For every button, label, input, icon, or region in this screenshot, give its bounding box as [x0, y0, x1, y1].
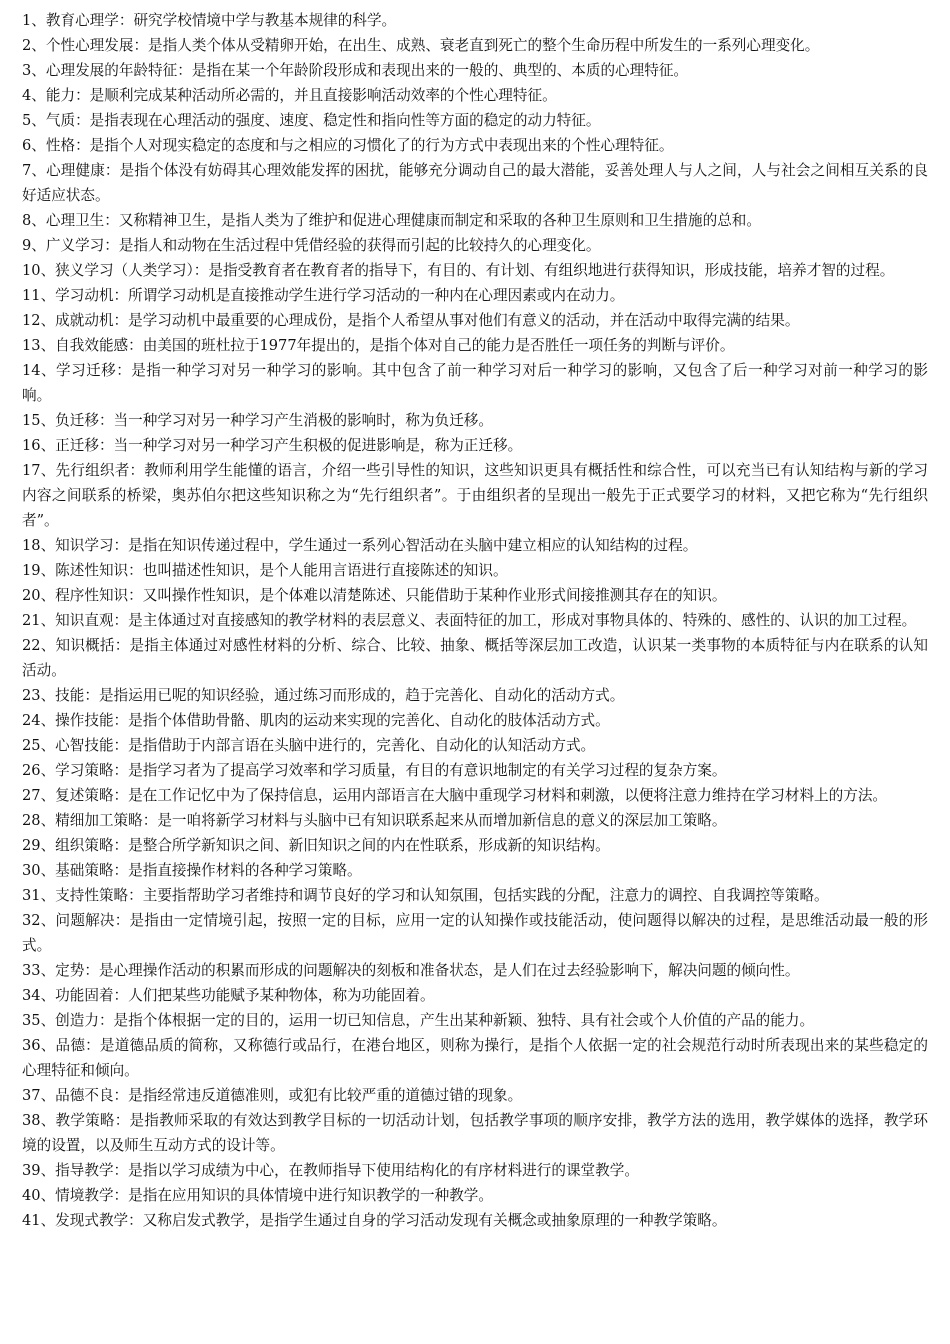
glossary-entry: 17、先行组织者：教师利用学生能懂的语言，介绍一些引导性的知识，这些知识更具有概括性和综合性，可以充当已有认知结构与新的学习内容之间联系的桥梁，奥苏伯尔把这些知识称之为“先行组织者”。于由组织者的呈现出一般先于正式要学习的材料，又把它称为“先行组织者”。 — [22, 462, 928, 529]
glossary-entry: 3、心理发展的年龄特征：是指在某一个年龄阶段形成和表现出来的一般的、典型的、本质的心理特征。 — [22, 62, 689, 79]
glossary-entry: 39、指导教学：是指以学习成绩为中心，在教师指导下使用结构化的有序材料进行的课堂教学。 — [22, 1162, 639, 1179]
glossary-entry: 4、能力：是顺利完成某种活动所必需的，并且直接影响活动效率的个性心理特征。 — [22, 87, 557, 104]
glossary-entry: 33、定势：是心理操作活动的积累而形成的问题解决的刻板和准备状态，是人们在过去经验影响下，解决问题的倾向性。 — [22, 962, 800, 979]
glossary-entry: 30、基础策略：是指直接操作材料的各种学习策略。 — [22, 862, 362, 879]
glossary-entry: 34、功能固着：人们把某些功能赋予某种物体，称为功能固着。 — [22, 987, 435, 1004]
glossary-entry: 25、心智技能：是指借助于内部言语在头脑中进行的，完善化、自动化的认知活动方式。 — [22, 737, 596, 754]
document-page — [22, 8, 928, 1233]
glossary-entry: 38、教学策略：是指教师采取的有效达到教学目标的一切活动计划，包括教学事项的顺序安排，教学方法的选用，教学媒体的选择，教学环境的设置，以及师生互动方式的设计等。 — [22, 1112, 928, 1154]
glossary-entry: 41、发现式教学：又称启发式教学，是指学生通过自身的学习活动发现有关概念或抽象原理的一种教学策略。 — [22, 1212, 727, 1229]
glossary-entry: 36、品德：是道德品质的简称，又称德行或品行，在港台地区，则称为操行，是指个人依据一定的社会规范行动时所表现出来的某些稳定的心理特征和倾向。 — [22, 1037, 928, 1079]
glossary-entry: 15、负迁移：当一种学习对另一种学习产生消极的影响时，称为负迁移。 — [22, 412, 493, 429]
glossary-entry: 2、个性心理发展：是指人类个体从受精卵开始，在出生、成熟、衰老直到死亡的整个生命历程中所发生的一系列心理变化。 — [22, 37, 820, 54]
glossary-entry: 21、知识直观：是主体通过对直接感知的教学材料的表层意义、表面特征的加工，形成对事物具体的、特殊的、感性的、认识的加工过程。 — [22, 612, 917, 629]
glossary-entry: 8、心理卫生：又称精神卫生，是指人类为了维护和促进心理健康而制定和采取的各种卫生原则和卫生措施的总和。 — [22, 212, 761, 229]
glossary-entry: 9、广义学习：是指人和动物在生活过程中凭借经验的获得而引起的比较持久的心理变化。 — [22, 237, 601, 254]
glossary-entry: 10、狭义学习（人类学习）：是指受教育者在教育者的指导下，有目的、有计划、有组织地进行获得知识，形成技能，培养才智的过程。 — [22, 262, 895, 279]
glossary-entry: 40、情境教学：是指在应用知识的具体情境中进行知识教学的一种教学。 — [22, 1187, 493, 1204]
glossary-entry: 26、学习策略：是指学习者为了提高学习效率和学习质量，有目的有意识地制定的有关学习过程的复杂方案。 — [22, 762, 727, 779]
glossary-entry: 1、教育心理学：研究学校情境中学与教基本规律的科学。 — [22, 12, 397, 29]
glossary-entry: 16、正迁移：当一种学习对另一种学习产生积极的促进影响是，称为正迁移。 — [22, 437, 523, 454]
glossary-entry: 12、成就动机：是学习动机中最重要的心理成份，是指个人希望从事对他们有意义的活动，并在活动中取得完满的结果。 — [22, 312, 800, 329]
glossary-entry: 27、复述策略：是在工作记忆中为了保持信息，运用内部语言在大脑中重现学习材料和刺激，以便将注意力维持在学习材料上的方法。 — [22, 787, 888, 804]
glossary-entry: 29、组织策略：是整合所学新知识之间、新旧知识之间的内在性联系，形成新的知识结构。 — [22, 837, 610, 854]
glossary-entry: 7、心理健康：是指个体没有妨碍其心理效能发挥的困扰，能够充分调动自己的最大潜能，妥善处理人与人之间，人与社会之间相互关系的良好适应状态。 — [22, 162, 928, 204]
glossary-entry: 23、技能：是指运用已呢的知识经验，通过练习而形成的，趋于完善化、自动化的活动方式。 — [22, 687, 625, 704]
glossary-entry: 35、创造力：是指个体根据一定的目的，运用一切已知信息，产生出某种新颖、独特、具有社会或个人价值的产品的能力。 — [22, 1012, 815, 1029]
glossary-entry: 20、程序性知识：又叫操作性知识，是个体难以清楚陈述、只能借助于某种作业形式间接推测其存在的知识。 — [22, 587, 727, 604]
glossary-entry: 31、支持性策略：主要指帮助学习者维持和调节良好的学习和认知氛围，包括实践的分配，注意力的调控、自我调控等策略。 — [22, 887, 829, 904]
glossary-entry: 14、学习迁移：是指一种学习对另一种学习的影响。其中包含了前一种学习对后一种学习的影响，又包含了后一种学习对前一种学习的影响。 — [22, 362, 928, 404]
glossary-entry: 11、学习动机：所谓学习动机是直接推动学生进行学习活动的一种内在心理因素或内在动力。 — [22, 287, 625, 304]
glossary-entry: 28、精细加工策略：是一咱将新学习材料与头脑中已有知识联系起来从而增加新信息的意义的深层加工策略。 — [22, 812, 727, 829]
glossary-entry: 13、自我效能感：由美国的班杜拉于1977年提出的，是指个体对自己的能力是否胜任一项任务的判断与评价。 — [22, 337, 735, 354]
glossary-entry: 37、品德不良：是指经常违反道德准则，或犯有比较严重的道德过错的现象。 — [22, 1087, 523, 1104]
glossary-entry: 18、知识学习：是指在知识传递过程中，学生通过一系列心智活动在头脑中建立相应的认知结构的过程。 — [22, 537, 698, 554]
glossary-entry: 22、知识概括：是指主体通过对感性材料的分析、综合、比较、抽象、概括等深层加工改造，认识某一类事物的本质特征与内在联系的认知活动。 — [22, 637, 928, 679]
glossary-entry: 32、问题解决：是指由一定情境引起，按照一定的目标，应用一定的认知操作或技能活动，使问题得以解决的过程，是思维活动最一般的形式。 — [22, 912, 928, 954]
glossary-entry: 19、陈述性知识：也叫描述性知识，是个人能用言语进行直接陈述的知识。 — [22, 562, 508, 579]
glossary-entry: 6、性格：是指个人对现实稳定的态度和与之相应的习惯化了的行为方式中表现出来的个性心理特征。 — [22, 137, 674, 154]
glossary-entry: 5、气质：是指表现在心理活动的强度、速度、稳定性和指向性等方面的稳定的动力特征。 — [22, 112, 601, 129]
glossary-entry: 24、操作技能：是指个体借助骨骼、肌肉的运动来实现的完善化、自动化的肢体活动方式。 — [22, 712, 610, 729]
